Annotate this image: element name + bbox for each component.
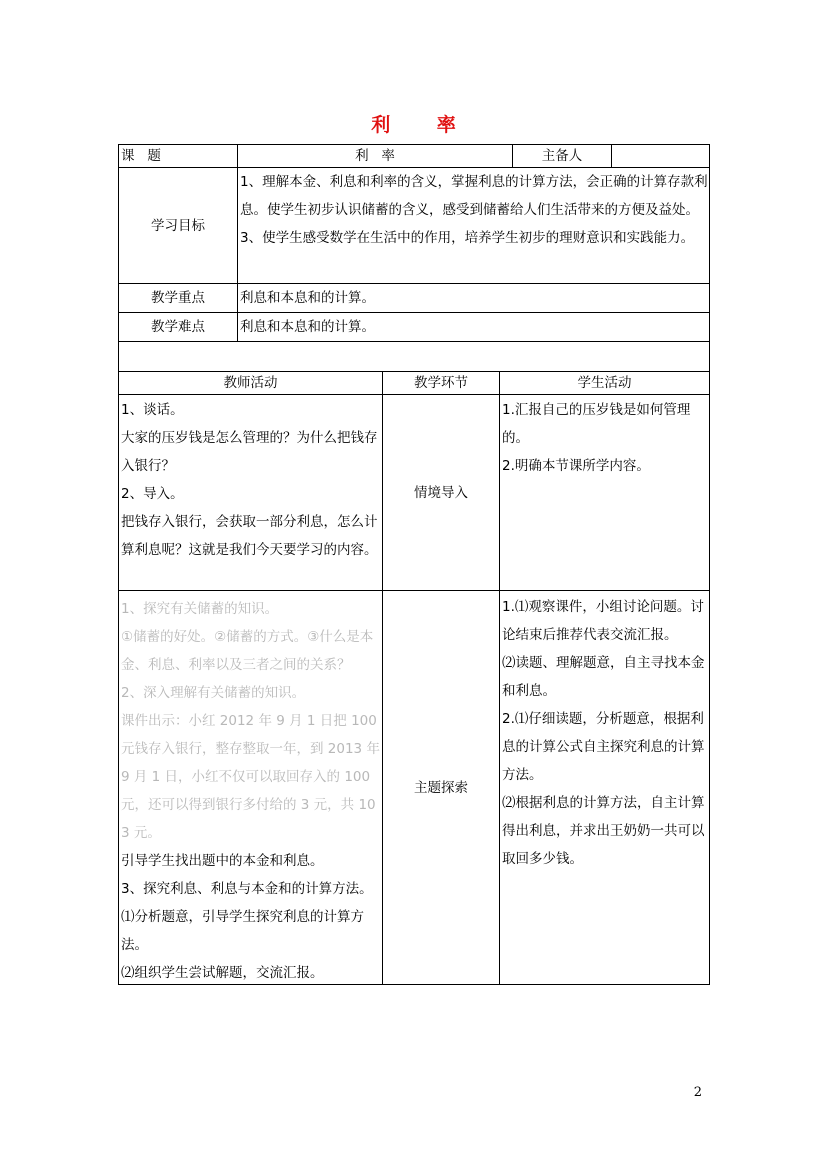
empty-row xyxy=(118,341,710,372)
preparer-label: 主备人 xyxy=(541,148,583,164)
student-activity-cell xyxy=(499,394,710,591)
key-point-value-cell xyxy=(237,283,710,313)
difficulty-value-cell xyxy=(237,312,710,342)
teacher-activity-line: 引导学生找出题中的本金和利息。 xyxy=(121,853,324,869)
student-activity-line: 1.汇报自己的压岁钱是如何管理的。 xyxy=(502,402,691,446)
student-activity-line: 1.⑴观察课件，小组讨论问题。讨论结束后推荐代表交流汇报。 xyxy=(502,599,704,643)
student-activity-line: ⑵根据利息的计算方法，自主计算得出利息，并求出王奶奶一共可以取回多少钱。 xyxy=(502,795,705,867)
student-activity-cell xyxy=(499,590,710,985)
topic-label-cell xyxy=(118,144,238,168)
teacher-activity-line-faded: 1、探究有关储蓄的知识。 xyxy=(121,601,279,617)
teacher-column-label: 教师活动 xyxy=(223,375,278,391)
student-column-header xyxy=(499,371,710,395)
student-column-label: 学生活动 xyxy=(577,375,632,391)
preparer-value-cell xyxy=(611,144,710,168)
key-point-value: 利息和本息和的计算。 xyxy=(240,290,375,306)
difficulty-label-cell xyxy=(118,312,238,342)
difficulty-label: 教学难点 xyxy=(151,319,205,335)
teacher-column-header xyxy=(118,371,383,395)
teacher-activity-cell xyxy=(118,590,383,985)
objectives-label: 学习目标 xyxy=(151,217,205,234)
objectives-label-cell xyxy=(118,167,238,284)
teacher-activity-line-faded: 2、深入理解有关储蓄的知识。 xyxy=(121,685,306,701)
stage-column-header xyxy=(382,371,500,395)
key-point-label-cell xyxy=(118,283,238,313)
teacher-activity-cell xyxy=(118,394,383,591)
student-activity-line: ⑵读题、理解题意，自主寻找本金和利息。 xyxy=(502,655,705,699)
topic-label: 课 题 xyxy=(121,148,161,164)
document-title: 利 率 xyxy=(371,114,476,136)
teacher-activity-line: 大家的压岁钱是怎么管理的？为什么把钱存入银行？ xyxy=(121,430,378,474)
page-number: 2 xyxy=(693,1085,702,1100)
stage-label: 主题探索 xyxy=(414,779,468,796)
stage-label: 情境导入 xyxy=(414,484,468,501)
student-activity-line: 2.⑴仔细读题，分析题意，根据利息的计算公式自主探究利息的计算方法。 xyxy=(502,711,705,783)
teacher-activity-line: 1、谈话。 xyxy=(121,402,184,418)
objective-line: 1、理解本金、利息和利率的含义，掌握利息的计算方法，会正确的计算存款利息。使学生初步认识储蓄的含义，感受到储蓄给人们生活带来的方便及益处。 xyxy=(240,174,708,218)
student-activity-line: 2.明确本节课所学内容。 xyxy=(502,458,650,474)
teacher-activity-line-faded: ①储蓄的好处。②储蓄的方式。③什么是本金、利息、利率以及三者之间的关系？ xyxy=(121,629,374,673)
topic-value-cell xyxy=(237,144,513,168)
objective-line: 3、使学生感受数学在生活中的作用，培养学生初步的理财意识和实践能力。 xyxy=(240,230,695,246)
teacher-activity-line: 2、导入。 xyxy=(121,486,184,502)
objectives-content-cell xyxy=(237,167,710,284)
stage-column-label: 教学环节 xyxy=(414,375,468,391)
stage-cell xyxy=(382,590,500,985)
key-point-label: 教学重点 xyxy=(151,290,205,306)
teacher-activity-line: 3、探究利息、利息与本金和的计算方法。 xyxy=(121,881,373,897)
teacher-activity-line: ⑴分析题意，引导学生探究利息的计算方法。 xyxy=(121,909,364,953)
topic-value: 利 率 xyxy=(355,148,395,164)
teacher-activity-line: 把钱存入银行，会获取一部分利息，怎么计算利息呢？这就是我们今天要学习的内容。 xyxy=(121,514,378,558)
difficulty-value: 利息和本息和的计算。 xyxy=(240,319,375,335)
preparer-label-cell xyxy=(512,144,612,168)
teacher-activity-line: ⑵组织学生尝试解题，交流汇报。 xyxy=(121,965,324,981)
teacher-activity-line-faded: 课件出示：小红 2012 年 9 月 1 日把 100 元钱存入银行，整存整取一年，到 2013 年 9 月 1 日，小红不仅可以取回存入的 100 元，还可以得到银行多付给的 3 元，共 103 元。 xyxy=(121,713,380,841)
stage-cell xyxy=(382,394,500,591)
